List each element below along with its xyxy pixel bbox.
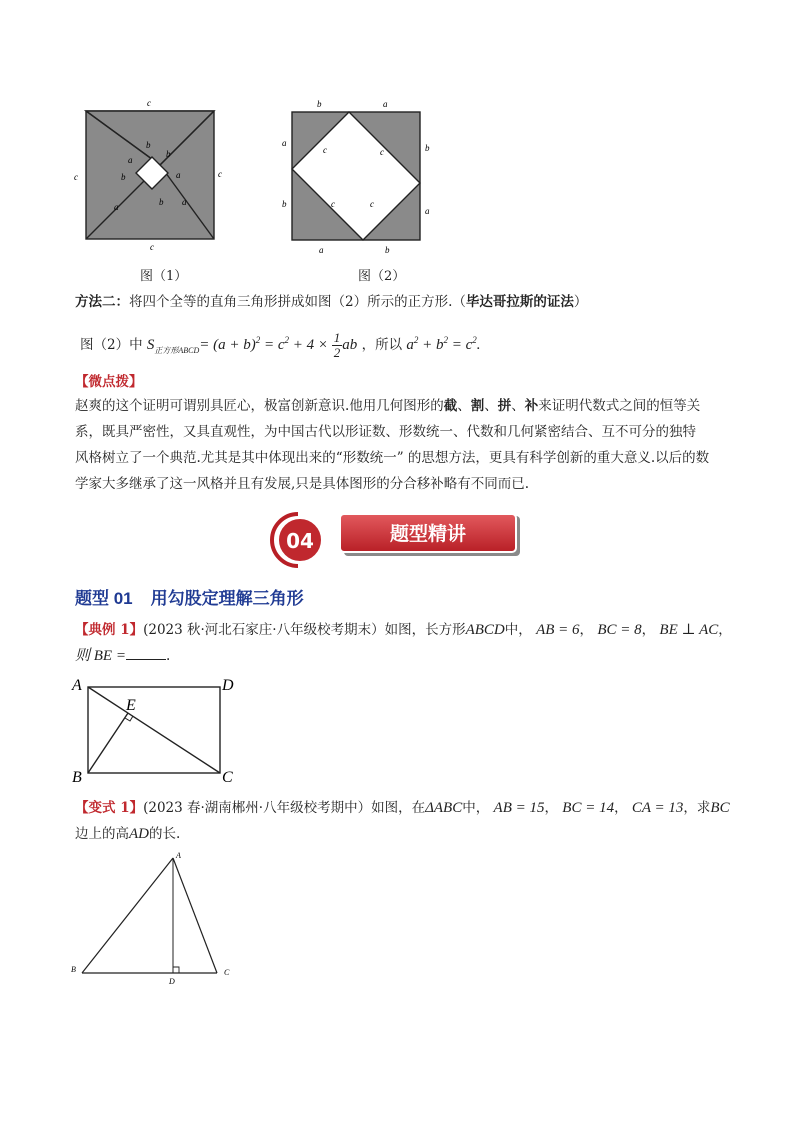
- figure-1-caption: 图（1）: [140, 269, 188, 284]
- formula-s: $S_{正方形ABCD}= (a + b)^2 = c^2 + 4$ × $\frac{1}{2}$ ab: [146, 330, 358, 361]
- fig2-label-bottom-a: a: [319, 245, 324, 255]
- fig1-label-b1: b: [146, 140, 151, 150]
- fig1-label-a3: a: [176, 170, 181, 180]
- tip-line-3: 风格树立了一个典范.尤其是其中体现出来的“形数统一” 的思想方法，更具有科学创新的重大意义.以后的数: [75, 450, 710, 466]
- fig2-label-c4: c: [370, 199, 374, 209]
- method2-paragraph: [75, 289, 725, 315]
- method2-proof-name: 毕达哥拉斯的证法: [465, 294, 574, 310]
- example1-line-1: 【典例 1】(2023 秋·河北石家庄·八年级校考期末）如图，长方形ABCD中， AB = 6， BC = 8， BE ⊥ AC，: [75, 622, 732, 638]
- section-title: 题型精讲: [389, 523, 467, 545]
- fig2-label-c3: c: [331, 199, 335, 209]
- fig1-label-a4: a: [182, 197, 187, 207]
- example1-source: (2023 秋·河北石家庄·八年级校考期末）如图，长方形: [143, 622, 466, 638]
- fig1-label-b2: b: [166, 149, 171, 159]
- variant1-triangle-diagram: [66, 848, 246, 988]
- fig1-label-left: c: [74, 172, 78, 182]
- tri-label-b: B: [71, 965, 76, 974]
- fig2-label-top-b: b: [317, 99, 322, 109]
- example1-tag: 【典例 1】: [75, 622, 144, 638]
- fig2-label-bottom-b: b: [385, 245, 390, 255]
- fig1-label-bottom: c: [150, 242, 154, 252]
- type01-title: 用勾股定理解三角形: [150, 589, 304, 608]
- fig1-label-a2: a: [114, 202, 119, 212]
- tri-label-a: A: [176, 851, 181, 860]
- tri-label-d: D: [169, 977, 175, 986]
- tip-line-2: 系，既具严密性，又具直观性，为中国古代以形证数、形数统一、代数和几何紧密结合、互不可分的独特: [75, 424, 696, 440]
- fig1-label-top: c: [147, 98, 151, 108]
- figure-2-caption: 图（2）: [358, 269, 406, 284]
- rect-label-e: E: [126, 697, 136, 714]
- method2-label: 方法二：: [75, 294, 129, 310]
- tip-line-4: 学家大多继承了这一风格并且有发展,只是具体图形的分合移补略有不同而已.: [75, 476, 530, 492]
- figure-1-diagram: [70, 95, 230, 255]
- fig2-label-left-a: a: [282, 138, 287, 148]
- fig2-label-right-b: b: [425, 143, 430, 153]
- fig1-label-b4: b: [159, 197, 164, 207]
- section-number: 04: [286, 529, 314, 553]
- formula-prefix: 图（2）中: [80, 337, 143, 353]
- answer-blank[interactable]: [126, 647, 166, 660]
- fig1-label-b3: b: [121, 172, 126, 182]
- variant1-line-1: 【变式 1】(2023 春·湖南郴州·八年级校考期中）如图，在ΔABC中， AB = 15， BC = 14， CA = 13，求BC: [75, 800, 730, 816]
- rect-label-a: A: [72, 677, 82, 694]
- rect-label-c: C: [222, 769, 233, 786]
- variant1-line-2: 边上的高AD的长.: [75, 826, 181, 842]
- rect-label-b: B: [72, 769, 82, 786]
- tri-label-c: C: [224, 968, 230, 977]
- type01-label: 题型 01: [75, 589, 133, 608]
- formula-result: $a^2 + b^2 = c^2$.: [406, 335, 481, 353]
- variant1-source: (2023 春·湖南郴州·八年级校考期中）如图，在: [143, 800, 426, 816]
- type01-heading: [75, 584, 304, 609]
- fig2-label-left-b: b: [282, 199, 287, 209]
- fig1-label-a1: a: [128, 155, 133, 165]
- section-badge: [270, 512, 530, 568]
- example1-rectangle-diagram: [68, 670, 248, 788]
- variant1-tag: 【变式 1】: [75, 800, 144, 816]
- method2-close: ）: [573, 294, 588, 310]
- fig2-label-c2: c: [380, 147, 384, 157]
- tip-line-1: 赵爽的这个证明可谓别具匠心，极富创新意识.他用几何图形的截、割、拼、补来证明代数式之间的恒等关: [75, 398, 701, 414]
- figure-2-diagram: [275, 95, 440, 260]
- method2-text: 将四个全等的直角三角形拼成如图（2）所示的正方形.（: [129, 294, 466, 310]
- fig2-label-c1: c: [323, 145, 327, 155]
- fig2-label-right-a: a: [425, 206, 430, 216]
- fig2-label-top-a: a: [383, 99, 388, 109]
- example1-line-2: 则 BE = .: [75, 648, 171, 664]
- formula-line: [80, 322, 481, 361]
- rect-label-d: D: [222, 677, 234, 694]
- tip-label: 【微点拨】: [75, 374, 143, 390]
- fig1-label-right: c: [218, 169, 222, 179]
- formula-mid: ，所以: [361, 337, 403, 353]
